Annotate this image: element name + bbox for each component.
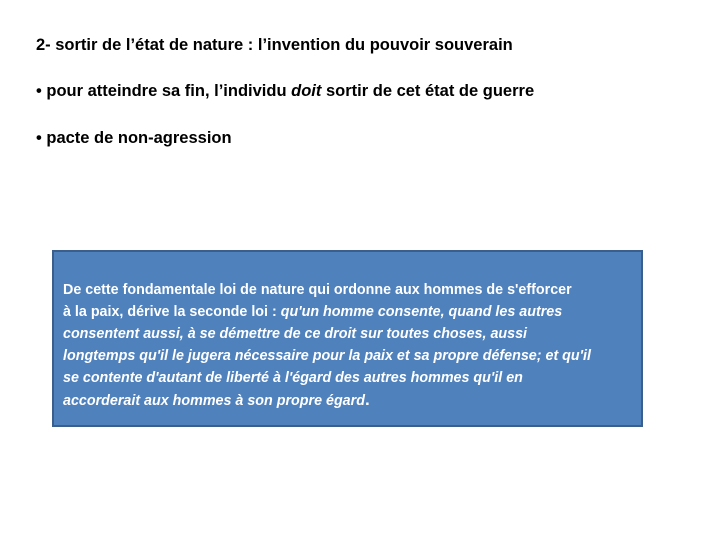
bullet-pacte: • pacte de non-agression (36, 129, 232, 147)
quote-box (52, 250, 643, 427)
quote-line-1: De cette fondamentale loi de nature qui ordonne aux hommes de s'efforcer (63, 282, 572, 298)
quote-line-3: consentent aussi, à se démettre de ce droit sur toutes choses, aussi (63, 326, 528, 342)
bullet-text-end: sortir de cet état de guerre (321, 82, 535, 100)
quote-line-6 (63, 389, 643, 412)
bullet-text-start: • pour atteindre sa fin, l’individu (36, 82, 292, 100)
quote-line-6-period: . (364, 390, 370, 409)
quote-line-2-normal: à la paix, dérive la seconde loi : (63, 304, 281, 320)
bullet-atteindre-fin (36, 82, 534, 101)
quote-line-2 (63, 301, 643, 323)
quote-line-6-text: accorderait aux hommes à son propre égard (63, 393, 365, 409)
quote-line-4: longtemps qu'il le jugera nécessaire pour la paix et sa propre défense; et qu'il (63, 348, 591, 364)
quote-line-5: se contente d'autant de liberté à l'égard des autres hommes qu'il en (63, 370, 523, 386)
bullet-emphasis-doit: doit (291, 82, 322, 100)
quote-text (63, 279, 643, 412)
quote-line-2-italic: qu'un homme consente, quand les autres (280, 304, 563, 320)
section-heading: 2- sortir de l’état de nature : l’invention du pouvoir souverain (36, 36, 513, 54)
